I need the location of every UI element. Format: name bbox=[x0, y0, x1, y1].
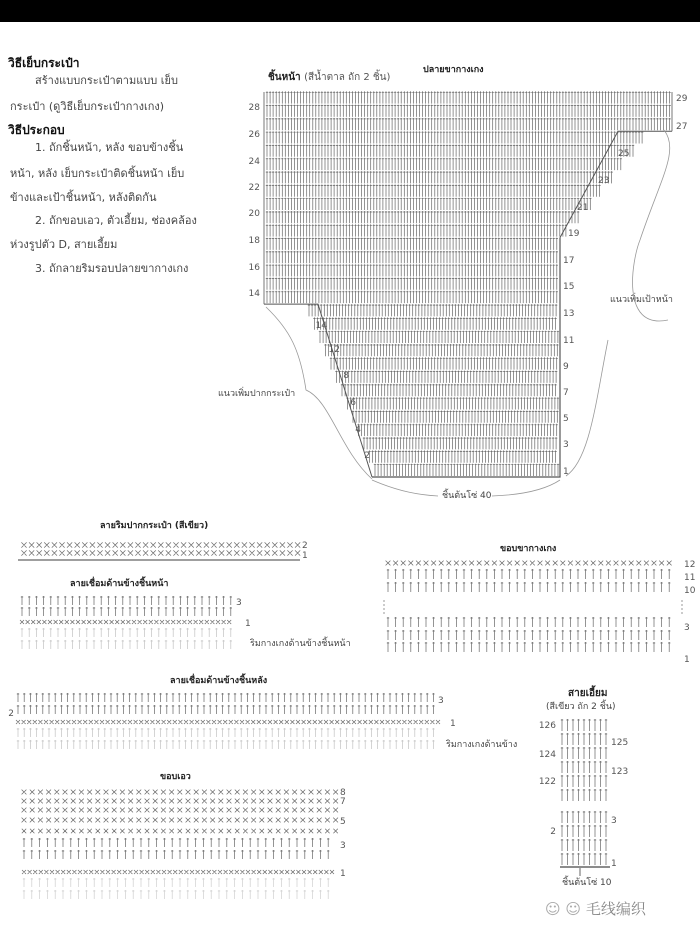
stitch-row bbox=[266, 291, 558, 303]
stitch-row bbox=[335, 371, 557, 383]
row-label-right: 25 bbox=[618, 149, 630, 159]
stitch-row bbox=[23, 878, 330, 887]
row-label-right: 23 bbox=[598, 176, 610, 186]
watermark-icon: ☺ ☺ bbox=[545, 900, 582, 918]
stitch-row bbox=[330, 357, 558, 369]
front-piece-title-text: ชิ้นหน้า bbox=[268, 72, 301, 83]
row-label: 1 bbox=[684, 655, 690, 665]
stitch-row bbox=[561, 839, 607, 851]
row-label-right: 19 bbox=[568, 229, 580, 239]
strap-row-label-right: 3 bbox=[611, 816, 617, 826]
stitch-row bbox=[561, 719, 607, 731]
row-label-left: 24 bbox=[248, 157, 260, 167]
stitch-row bbox=[266, 118, 671, 130]
stitch-row bbox=[23, 850, 330, 859]
stitch-row bbox=[561, 825, 607, 837]
stitch-row bbox=[266, 158, 622, 170]
stitch-row bbox=[266, 184, 601, 196]
crotch-note-curve-lower bbox=[566, 340, 608, 476]
para1-line2: กระเป๋า (ดูวิธีเย็บกระเป๋ากางเกง) bbox=[10, 100, 165, 113]
row-label-right: 5 bbox=[563, 414, 569, 424]
crotch-note-curve bbox=[633, 130, 670, 321]
row-label: 12 bbox=[684, 560, 696, 570]
strap-base-chain: ชิ้นต้นโซ่ 10 bbox=[562, 878, 612, 888]
row-label-right: 21 bbox=[577, 203, 589, 213]
row-label: 7 bbox=[340, 797, 346, 807]
step2-line2: ห่วงรูปตัว D, สายเอี้ยม bbox=[10, 238, 118, 251]
stitch-row bbox=[387, 569, 671, 579]
back-side-join-chart bbox=[8, 693, 455, 749]
stitch-row bbox=[561, 761, 607, 773]
sc-row bbox=[22, 790, 338, 795]
strap-row-label-left: 126 bbox=[538, 721, 556, 731]
stitch-row bbox=[387, 617, 671, 627]
row-label-pocket: 2 bbox=[364, 451, 370, 461]
stitch-row bbox=[266, 198, 592, 210]
waistband-chart bbox=[22, 788, 346, 899]
row-label-left: 14 bbox=[248, 289, 260, 299]
stitch-row bbox=[313, 317, 556, 329]
stitch-row bbox=[266, 171, 613, 183]
stitch-row bbox=[266, 211, 580, 223]
row-label-right: 29 bbox=[676, 94, 688, 104]
stitch-row bbox=[387, 582, 671, 592]
row-label: 1 bbox=[340, 869, 346, 879]
sc-row bbox=[22, 829, 338, 833]
stitch-row bbox=[21, 607, 232, 616]
pocket-note: แนวเพิ่มปากกระเป๋า bbox=[218, 389, 296, 399]
stitch-row bbox=[341, 384, 557, 396]
strap-chart bbox=[539, 719, 628, 876]
crotch-note: แนวเพิ่มเป้าหน้า bbox=[610, 295, 673, 305]
stitch-row bbox=[266, 105, 671, 117]
row-label-right: 27 bbox=[676, 122, 688, 132]
stitch-row bbox=[319, 331, 559, 343]
stitch-row bbox=[357, 424, 558, 436]
row-label-left: 26 bbox=[248, 130, 260, 140]
step1-line3: ข้างและเป้าชิ้นหน้า, หลังติดกัน bbox=[10, 191, 157, 204]
sc-row bbox=[386, 561, 672, 566]
row-label: 2 bbox=[8, 709, 14, 719]
stitch-row bbox=[266, 91, 671, 103]
row-label: 3 bbox=[684, 623, 690, 633]
leg-end-label: ปลายขากางเกง bbox=[423, 65, 484, 75]
stitch-row bbox=[17, 728, 435, 737]
strap-row-label-left: 124 bbox=[538, 750, 556, 760]
row-label-right: 7 bbox=[563, 388, 569, 398]
row-label-pocket: 12 bbox=[328, 345, 340, 355]
row-label-right: 15 bbox=[563, 282, 575, 292]
front-side-join-title: ลายเชื่อมด้านข้างชิ้นหน้า bbox=[70, 579, 169, 589]
sc-row bbox=[22, 818, 338, 823]
strap-row-label-left: 122 bbox=[538, 777, 556, 787]
stitch-row bbox=[266, 264, 558, 276]
leg-edge-title: ขอบขากางเกง bbox=[500, 544, 557, 554]
pocket-edge-title: ลายริมปากกระเป๋า (สีเขียว) bbox=[100, 521, 209, 531]
row-label: 1 bbox=[302, 551, 308, 561]
stitch-row bbox=[368, 450, 556, 462]
front-piece-chart bbox=[249, 91, 688, 496]
row-label-left: 20 bbox=[248, 209, 260, 219]
row-label-left: 22 bbox=[248, 183, 260, 193]
row-label-left: 18 bbox=[248, 236, 260, 246]
strap-title: สายเอี้ยม bbox=[568, 688, 608, 699]
row-label: 3 bbox=[340, 841, 346, 851]
sc-row bbox=[20, 620, 231, 624]
row-label: 5 bbox=[340, 817, 346, 827]
step2-line1: 2. ถักขอบเอว, ตัวเอี้ยม, ช่องคล้อง bbox=[35, 214, 197, 227]
step1-line1: 1. ถักชิ้นหน้า, หลัง ขอบข้างชิ้น bbox=[35, 141, 184, 154]
row-label: 2 bbox=[302, 541, 308, 551]
stitch-row bbox=[266, 131, 644, 143]
watermark-text: 毛线编织 bbox=[585, 900, 646, 918]
stitch-row bbox=[374, 464, 559, 476]
stitch-row bbox=[561, 789, 607, 801]
stitch-row bbox=[266, 278, 558, 290]
stitch-row bbox=[21, 640, 232, 649]
base-chain-40: ชิ้นต้นโซ่ 40 bbox=[442, 491, 492, 501]
heading-assembly: วิธีประกอบ bbox=[8, 123, 65, 137]
stitch-row bbox=[352, 411, 559, 423]
row-label-pocket: 4 bbox=[355, 425, 361, 435]
stitch-row bbox=[23, 838, 330, 847]
stitch-row bbox=[363, 437, 558, 449]
row-label: 3 bbox=[438, 696, 444, 706]
waistband-title: ขอบเอว bbox=[160, 772, 191, 782]
stitch-row bbox=[324, 344, 558, 356]
row-label-pocket: 6 bbox=[350, 398, 356, 408]
stitch-row bbox=[266, 224, 567, 236]
row-label-pocket: 8 bbox=[343, 371, 349, 381]
row-label-right: 11 bbox=[563, 336, 575, 346]
stitch-row bbox=[561, 733, 607, 745]
row-label-pocket: 14 bbox=[315, 321, 327, 331]
step3-line1: 3. ถักลายริมรอบปลายขากางเกง bbox=[35, 262, 189, 275]
row-label-left: 28 bbox=[248, 103, 260, 113]
row-label: 1 bbox=[450, 719, 456, 729]
heading-sewing-pocket: วิธีเย็บกระเป๋า bbox=[8, 56, 80, 70]
stitch-row bbox=[17, 740, 435, 749]
row-label-right: 9 bbox=[563, 362, 569, 372]
row-label: 10 bbox=[684, 586, 696, 596]
sc-row bbox=[16, 720, 440, 724]
strap-subtitle: (สีเขียว ถัก 2 ชิ้น) bbox=[546, 702, 616, 712]
stitch-row bbox=[21, 628, 232, 637]
row-label-left: 16 bbox=[248, 263, 260, 273]
strap-row-label-right: 125 bbox=[611, 738, 629, 748]
base-chain-curve bbox=[372, 480, 560, 496]
row-label: 1 bbox=[245, 619, 251, 629]
stitch-row bbox=[561, 853, 607, 865]
strap-row-label-left: 2 bbox=[550, 827, 556, 837]
row-label-right: 1 bbox=[563, 467, 569, 477]
stitch-row bbox=[561, 747, 607, 759]
sc-row bbox=[22, 799, 338, 804]
crotch-edge-line bbox=[560, 131, 672, 237]
strap-row-label-right: 123 bbox=[611, 767, 629, 777]
strap-row-label-right: 1 bbox=[611, 859, 617, 869]
row-label: 11 bbox=[684, 573, 696, 583]
stitch-row bbox=[266, 145, 634, 157]
row-label-right: 3 bbox=[563, 440, 569, 450]
stitch-row bbox=[346, 397, 559, 409]
leg-edge-gap bbox=[384, 600, 682, 614]
row-label-right: 17 bbox=[563, 256, 575, 266]
stitch-row bbox=[561, 811, 607, 823]
stitch-row bbox=[17, 693, 435, 702]
front-piece-subtitle: (สีน้ำตาล ถัก 2 ชิ้น) bbox=[304, 72, 391, 83]
stitch-row bbox=[387, 630, 671, 640]
sc-row bbox=[22, 870, 334, 874]
stitch-row bbox=[21, 596, 232, 605]
back-side-join-note: ริมกางเกงด้านข้าง bbox=[446, 740, 518, 750]
row-label-right: 13 bbox=[563, 309, 575, 319]
stitch-row bbox=[266, 238, 558, 250]
stitch-row bbox=[23, 890, 330, 899]
stitch-row bbox=[308, 304, 558, 316]
stitch-row bbox=[266, 251, 558, 263]
sc-row bbox=[22, 808, 338, 813]
step1-line2: หน้า, หลัง เย็บกระเป๋าติดชิ้นหน้า เย็บ bbox=[10, 167, 185, 180]
row-label: 3 bbox=[236, 598, 242, 608]
row-label: 8 bbox=[340, 788, 346, 798]
leg-edge-chart bbox=[384, 560, 696, 665]
stitch-row bbox=[561, 775, 607, 787]
pocket-edge-chart bbox=[18, 541, 308, 561]
pocket-note-curve bbox=[266, 307, 372, 479]
sc-row bbox=[21, 550, 300, 555]
sc-row bbox=[21, 542, 300, 547]
front-side-join-chart bbox=[20, 596, 251, 649]
stitch-row bbox=[17, 705, 435, 714]
front-side-join-note: ริมกางเกงด้านข้างชิ้นหน้า bbox=[250, 639, 351, 649]
para1-line1: สร้างแบบกระเป๋าตามแบบ เย็บ bbox=[35, 74, 178, 87]
back-side-join-title: ลายเชื่อมด้านข้างชิ้นหลัง bbox=[170, 676, 268, 686]
stitch-row bbox=[387, 642, 671, 652]
